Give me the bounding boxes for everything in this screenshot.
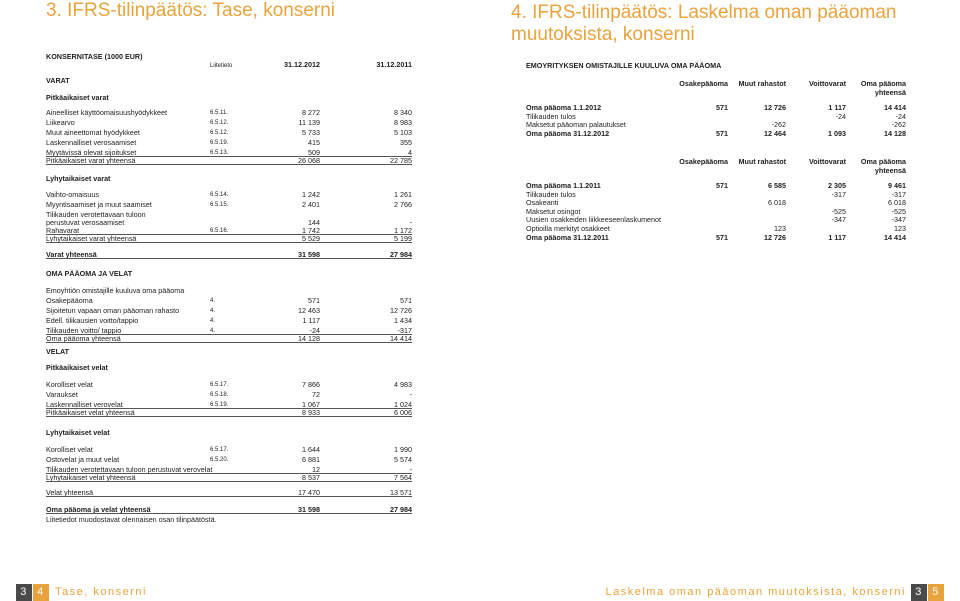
equity-value: -317: [831, 189, 846, 199]
table-row: [46, 455, 412, 465]
value-2011: 1 990: [394, 445, 412, 454]
row-label: Rahavarat: [46, 226, 80, 235]
value-2012: 14 128: [298, 334, 320, 343]
equity-value: -347: [891, 215, 906, 225]
value-2012: 11 139: [298, 118, 320, 127]
row-underline: [46, 242, 412, 243]
row-label: Muut aineettomat hyödykkeet: [46, 128, 140, 137]
equity-value: 571: [716, 181, 728, 190]
page-number-right-b: 5: [928, 584, 944, 601]
row-underline: [46, 164, 412, 165]
page-number-left-b: 4: [33, 584, 49, 601]
column-header-continued: yhteensä: [874, 88, 906, 97]
row-label: Myyntisaamiset ja muut saamiset: [46, 200, 152, 209]
row-label: Varaukset: [46, 390, 78, 399]
table-row: [46, 390, 412, 400]
equity-row-label: Tilikauden tulos: [526, 111, 576, 121]
row-note: 6.5.17.: [210, 382, 229, 388]
value-2011: 6 006: [394, 408, 412, 417]
table-row: [46, 316, 412, 326]
equity-value: 123: [774, 224, 786, 233]
note-column-header: Liitetieto: [210, 63, 233, 69]
value-2011: 12 726: [390, 306, 412, 315]
equity-value: 6 585: [768, 181, 786, 190]
equity-value: 2 305: [828, 181, 846, 190]
value-2011: 8 983: [394, 118, 412, 127]
value-2012: 31 598: [298, 505, 320, 514]
section-heading: [46, 347, 412, 357]
equity-value: -24: [835, 111, 846, 121]
row-label: perustuvat verosaamiset: [46, 218, 125, 227]
row-underline: [46, 496, 412, 497]
row-note: 4.: [210, 308, 216, 314]
value-2011: 5 103: [394, 128, 412, 137]
equity-columns-header-2012: [526, 79, 906, 99]
value-2012: 8 272: [302, 108, 320, 117]
equity-value: -317: [891, 189, 906, 199]
row-label: Vaihto-omaisuus: [46, 190, 99, 199]
value-2011: 14 414: [390, 334, 412, 343]
equity-value: 1 117: [828, 232, 846, 242]
value-2011: -: [409, 218, 412, 227]
table-row: [46, 306, 412, 316]
row-label: VELAT: [46, 347, 70, 356]
value-2011: 355: [400, 138, 412, 147]
row-label: Lyhytaikaiset varat yhteensä: [46, 234, 137, 243]
row-note: 6.5.16.: [210, 228, 229, 234]
value-2011: -: [409, 465, 412, 474]
row-label: Oma pääoma yhteensä: [46, 334, 121, 343]
value-2011: 27 984: [390, 505, 412, 514]
value-2012: 1 242: [302, 190, 320, 199]
equity-value: 12 726: [764, 103, 786, 112]
row-note: 6.5.19.: [210, 402, 229, 408]
value-2011: -: [409, 390, 412, 399]
right-title-line1: 4. IFRS-tilinpäätös: Laskelma oman pääoman: [511, 2, 897, 23]
row-underline: [46, 416, 412, 417]
value-2011: 13 571: [390, 488, 412, 497]
value-2011: 1 434: [394, 316, 412, 325]
row-label: Lyhytaikaiset varat: [46, 174, 111, 183]
value-2012: 26 068: [298, 156, 320, 165]
value-2011: 27 984: [390, 250, 412, 259]
row-label: Korolliset velat: [46, 380, 93, 389]
section-heading: [46, 174, 412, 184]
equity-row-label: Tilikauden tulos: [526, 189, 576, 199]
section-heading: [46, 76, 412, 86]
column-header: Voittovarat: [808, 79, 846, 88]
col-2011-header: 31.12.2011: [376, 60, 412, 69]
table-row: [46, 190, 412, 200]
row-label: Osakepääoma: [46, 296, 93, 305]
equity-value: -525: [891, 206, 906, 216]
section-heading: [46, 428, 412, 438]
equity-value: 6 018: [768, 198, 786, 208]
value-2011: 4: [408, 148, 412, 157]
equity-row-label: Maksetut pääoman palautukset: [526, 120, 626, 130]
equity-row-label: Oma pääoma 1.1.2011: [526, 181, 601, 190]
row-label: Sijoitetun vapaan oman pääoman rahasto: [46, 306, 180, 315]
row-label: Laskennalliset verosaamiset: [46, 138, 137, 147]
value-2011: -317: [397, 326, 412, 335]
equity-value: 571: [716, 103, 728, 112]
row-note: 6.5.17.: [210, 447, 229, 453]
equity-value: -262: [891, 120, 906, 130]
equity-value: -24: [895, 111, 906, 121]
section-heading: [46, 269, 412, 279]
table-row: [46, 296, 412, 306]
column-header: Oma pääoma: [860, 157, 906, 166]
equity-row-label: Optioilla merkityt osakkeet: [526, 224, 610, 233]
footer-left-text: Tase, konserni: [55, 586, 147, 598]
column-header: Voittovarat: [808, 157, 846, 166]
equity-value: 1 117: [828, 103, 846, 112]
footer-bar: [0, 584, 960, 601]
equity-value: -347: [831, 215, 846, 225]
value-2012: 17 470: [298, 488, 320, 497]
equity-row-label: Oma pääoma 1.1.2012: [526, 103, 602, 112]
value-2011: 4 983: [394, 380, 412, 389]
equity-row-label: Maksetut osingot: [526, 206, 581, 216]
equity-value: 571: [716, 128, 728, 138]
value-2011: 2 766: [394, 200, 412, 209]
value-2012: 31 598: [298, 250, 320, 259]
section-heading: [46, 363, 412, 373]
row-label: OMA PÄÄOMA JA VELAT: [46, 269, 133, 278]
row-label: VARAT: [46, 76, 70, 85]
equity-value: 9 461: [888, 181, 906, 190]
table-row: [46, 200, 412, 210]
footnote: Liitetiedot muodostavat olennaisen osan tilinpäätöstä.: [46, 515, 217, 524]
equity-row: [526, 129, 906, 139]
row-note: 6.5.12.: [210, 120, 229, 126]
equity-value: 14 414: [884, 232, 906, 242]
row-label: Pitkäaikaiset velat: [46, 363, 108, 372]
row-note: 6.5.15.: [210, 202, 229, 208]
equity-row-label: Oma pääoma 31.12.2011: [526, 232, 609, 242]
row-note: 6.5.18.: [210, 392, 229, 398]
footer-right-text: Laskelma oman pääoman muutoksista, konserni: [605, 586, 906, 598]
row-note: 6.5.20.: [210, 457, 229, 463]
equity-columns-header-2011: [526, 157, 906, 177]
value-2012: 8 933: [302, 408, 320, 417]
value-2012: 1 117: [302, 316, 320, 325]
value-2012: -24: [309, 326, 320, 335]
col-2012-header: 31.12.2012: [284, 60, 320, 69]
equity-value: 14 414: [884, 103, 906, 112]
row-label: Velat yhteensä: [46, 488, 94, 497]
row-label: Liikearvo: [46, 118, 75, 127]
table-row: [46, 118, 412, 128]
table-row: [46, 445, 412, 455]
row-label: Emoyhtiön omistajille kuuluva oma pääoma: [46, 286, 185, 295]
value-2012: 6 881: [302, 455, 320, 464]
row-label: Laskennalliset verovelat: [46, 400, 123, 409]
equity-value: -262: [771, 120, 786, 130]
right-title-line2: muutoksista, konserni: [511, 24, 695, 45]
row-underline: [46, 342, 412, 343]
column-header-continued: yhteensä: [874, 166, 906, 175]
equity-table-title: EMOYRITYKSEN OMISTAJILLE KUULUVA OMA PÄÄOMA: [526, 61, 722, 70]
value-2012: 8 537: [302, 473, 320, 482]
equity-row: [526, 233, 906, 243]
equity-row-label: Oma pääoma 31.12.2012: [526, 128, 610, 138]
value-2012: 5 529: [302, 234, 320, 243]
row-label: Tilikauden voitto/ tappio: [46, 326, 122, 335]
table-row: [46, 108, 412, 118]
equity-value: 6 018: [888, 198, 906, 208]
row-label: Ostovelat ja muut velat: [46, 455, 120, 464]
value-2011: 1 024: [394, 400, 412, 409]
column-header: Osakepääoma: [679, 79, 728, 88]
value-2011: 22 785: [390, 156, 412, 165]
row-note: 6.5.14.: [210, 192, 229, 198]
row-note: 6.5.13.: [210, 150, 229, 156]
equity-value: 12 464: [764, 128, 786, 138]
table-row: [46, 380, 412, 390]
value-2011: 1 261: [394, 190, 412, 199]
row-label: Lyhytaikaiset velat: [46, 428, 110, 437]
value-2011: 7 564: [394, 473, 412, 482]
row-underline: [46, 258, 412, 259]
value-2011: 1 172: [394, 226, 412, 235]
value-2012: 415: [308, 138, 320, 147]
value-2012: 144: [308, 218, 320, 227]
row-note: 4.: [210, 328, 216, 334]
table-row: [46, 286, 412, 296]
value-2012: 12 463: [298, 306, 320, 315]
value-2012: 509: [308, 148, 320, 157]
value-2011: 5 199: [394, 234, 412, 243]
row-note: 4.: [210, 298, 216, 304]
row-label: Pitkäaikaiset varat yhteensä: [46, 156, 136, 165]
value-2012: 1 644: [302, 445, 320, 454]
value-2011: 571: [400, 296, 412, 305]
column-header: Muut rahastot: [738, 79, 786, 88]
value-2011: 5 574: [394, 455, 412, 464]
row-label: Oma pääoma ja velat yhteensä: [46, 505, 151, 514]
column-header: Muut rahastot: [738, 157, 786, 166]
row-label: Tilikauden verotettavaan tuloon perustuvat verovelat: [46, 465, 213, 474]
page-number-left-a: 3: [16, 584, 32, 601]
balance-sheet-title: KONSERNITASE (1000 EUR): [46, 52, 143, 61]
row-underline: [46, 513, 412, 514]
value-2012: 5 733: [302, 128, 320, 137]
page-number-right-a: 3: [911, 584, 927, 601]
row-label: Myytävissä olevat sijoitukset: [46, 148, 137, 157]
value-2012: 2 401: [302, 200, 320, 209]
row-note: 6.5.11.: [210, 110, 228, 116]
equity-value: 571: [716, 232, 728, 242]
column-header: Osakepääoma: [679, 157, 728, 166]
row-note: 6.5.12.: [210, 130, 229, 136]
value-2011: 8 340: [394, 108, 412, 117]
table-row: [46, 138, 412, 148]
row-label: Tilikauden verotettavaan tuloon: [46, 210, 146, 219]
equity-row-label: Osakeanti: [526, 198, 559, 208]
row-label: Pitkäaikaiset velat yhteensä: [46, 408, 135, 417]
row-label: Korolliset velat: [46, 445, 93, 454]
value-2012: 571: [308, 296, 320, 305]
equity-value: 14 128: [884, 128, 906, 138]
row-note: 6.5.19.: [210, 140, 229, 146]
row-label: Aineelliset käyttöomaisuushyödykkeet: [46, 108, 168, 117]
equity-value: 1 093: [828, 128, 846, 138]
equity-value: 123: [894, 224, 906, 233]
table-row: [46, 128, 412, 138]
row-label: Edell. tilikausien voitto/tappio: [46, 316, 139, 325]
row-underline: [46, 481, 412, 482]
equity-row-label: Uusien osakkeiden liikkeeseenlaskumenot: [526, 215, 662, 225]
row-label: Pitkäaikaiset varat: [46, 93, 109, 102]
column-header: Oma pääoma: [860, 79, 906, 88]
equity-value: 12 726: [764, 232, 786, 242]
value-2012: 1 067: [302, 400, 320, 409]
row-label: Varat yhteensä: [46, 250, 97, 259]
row-note: 4.: [210, 318, 216, 324]
row-label: Lyhytaikaiset velat yhteensä: [46, 473, 136, 482]
left-page-title: 3. IFRS-tilinpäätös: Tase, konserni: [46, 0, 336, 21]
right-page-title: [511, 2, 896, 46]
equity-value: -525: [831, 206, 846, 216]
value-2012: 7 866: [302, 380, 320, 389]
value-2012: 12: [312, 465, 320, 474]
section-heading: [46, 93, 412, 103]
value-2012: 72: [312, 390, 320, 399]
value-2012: 1 742: [302, 226, 320, 235]
